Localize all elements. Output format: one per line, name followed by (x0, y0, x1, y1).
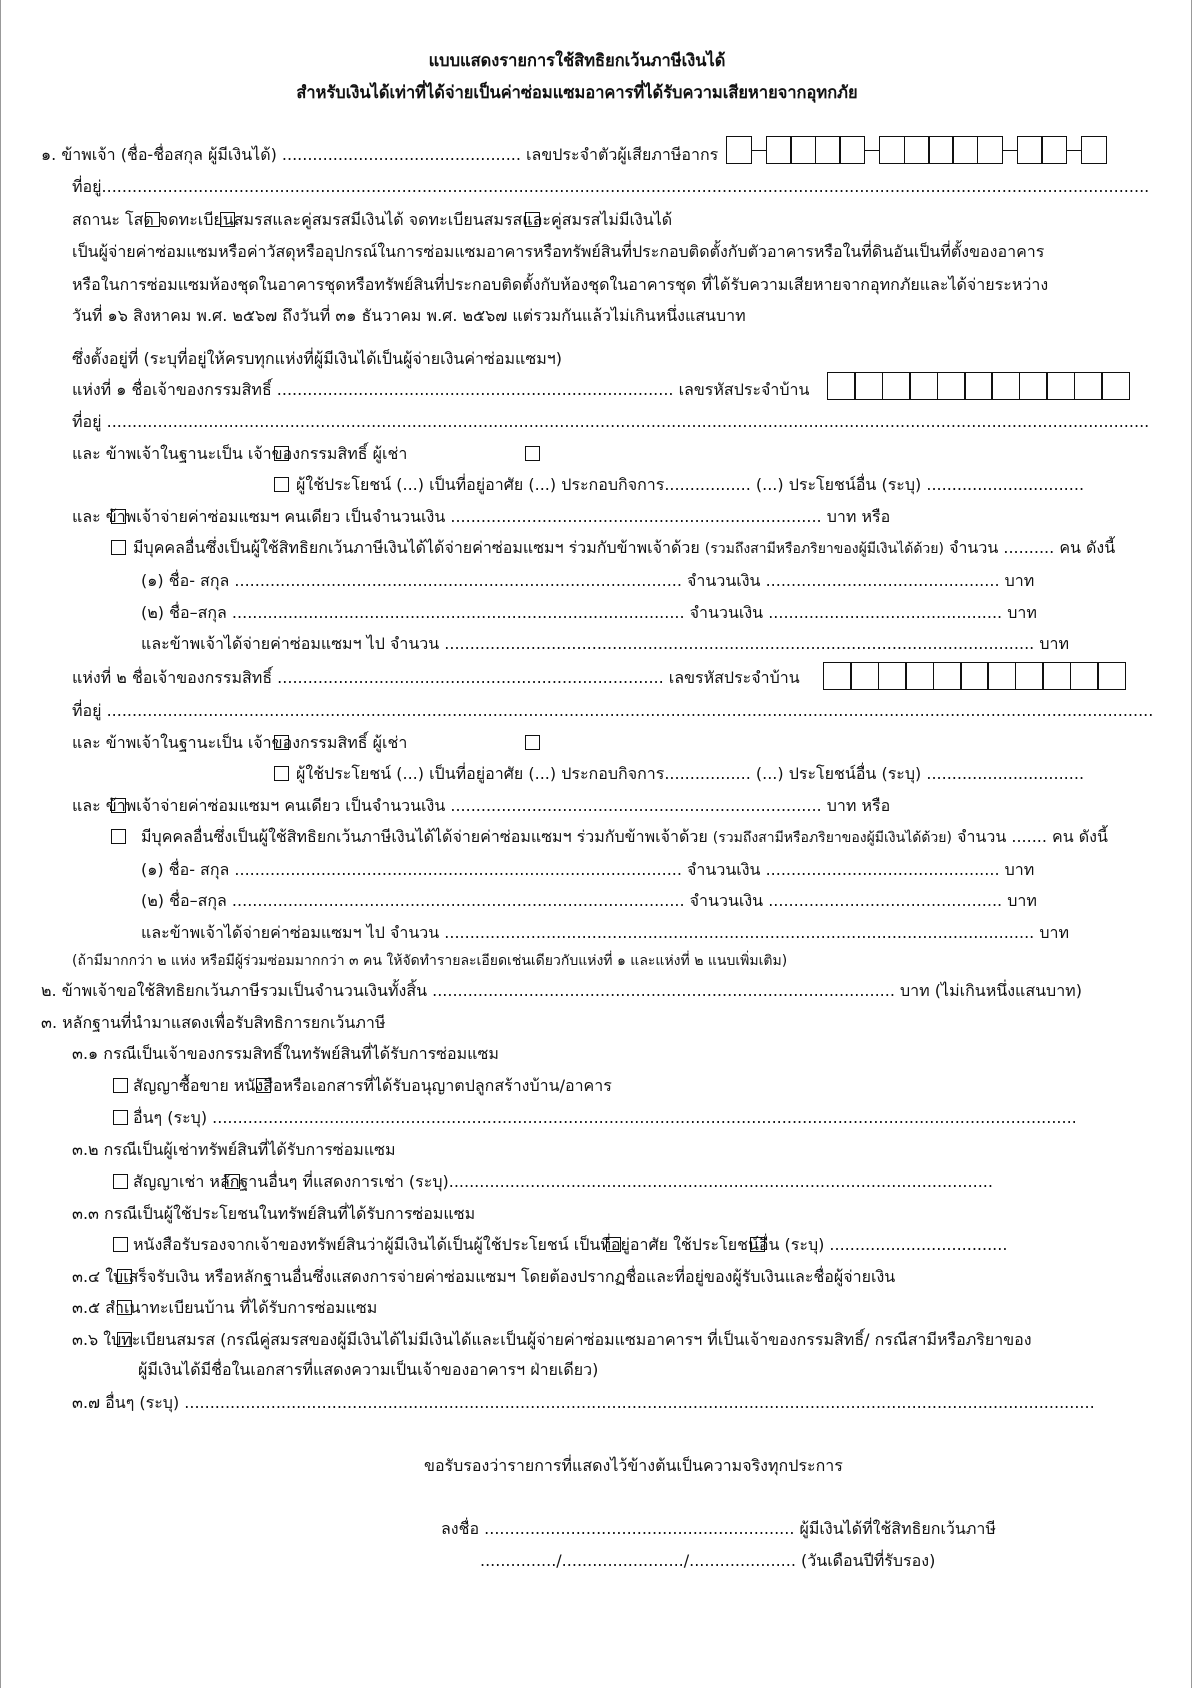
location-1-owner-checkbox[interactable] (274, 446, 289, 461)
location-1-house-id-boxes[interactable] (827, 372, 1130, 400)
tax-id-boxes[interactable] (726, 136, 1107, 164)
intro-paragraph-line-3: วันที่ ๑๖ สิงหาคม พ.ศ. ๒๕๖๗ ถึงวันที่ ๓๑ ธันวาคม พ.ศ. ๒๕๖๗ แต่รวมกันแล้วไม่เกินหนึ่งแสนบาท (72, 306, 746, 325)
owner-certificate-checkbox[interactable] (113, 1237, 128, 1252)
location-2-joint-payment-note: (รวมถึงสามีหรือภริยาของผู้มีเงินได้ด้วย) (712, 830, 952, 846)
status-line: สถานะ โสด จดทะเบียนสมรสและคู่สมรสมีเงินได้ จดทะเบียนสมรสและคู่สมรสไม่มีเงินได้ (72, 210, 673, 229)
location-2-tenant-checkbox[interactable] (525, 735, 540, 750)
extra-locations-note: (ถ้ามีมากกว่า ๒ แห่ง หรือมีผู้ร่วมซ่อมมากกว่า ๓ คน ให้จัดทำรายละเอียดเช่นเดียวกับแห่งที่ ๑ และแห่งที่ ๒ แนบเพิ่มเติม) (72, 953, 788, 969)
location-2-joint-payment-count: จำนวน ....... คน ดังนี้ (957, 827, 1108, 846)
location-1-tenant-checkbox[interactable] (525, 446, 540, 461)
evidence-3-1-heading: ๓.๑ กรณีเป็นเจ้าของกรรมสิทธิ์ในทรัพย์สินที่ได้รับการซ่อมแซม (72, 1044, 499, 1063)
evidence-3-5-line: ๓.๕ สำเนาทะเบียนบ้าน ที่ได้รับการซ่อมแซม (72, 1298, 378, 1317)
certification-statement: ขอรับรองว่ารายการที่แสดงไว้ข้างต้นเป็นความจริงทุกประการ (424, 1456, 843, 1475)
certification-date-line: .............../......................../..................... (วันเดือนปีที่รับรอง) (480, 1551, 936, 1570)
taxpayer-address-line: ที่อยู่.............................................................................................................................................................................................................. (72, 177, 1150, 196)
building-permit-checkbox[interactable] (256, 1078, 271, 1093)
status-married-spouse-income-checkbox[interactable] (220, 212, 235, 227)
intro-paragraph-line-2: หรือในการซ่อมแซมห้องชุดในอาคารชุดหรือทรัพย์สินที่ประกอบติดตั้งกับห้องชุดในอาคารชุด ที่ได้รับความเสียหายจากอุทกภัยและได้จ่ายระหว่าง (72, 275, 1049, 294)
sales-contract-checkbox[interactable] (113, 1078, 128, 1093)
location-1-person-1-line: (๑) ชื่อ- สกุล ........................................................................................ จำนวนเงิน .............................................. บาท (141, 571, 1035, 590)
status-married-spouse-no-income-checkbox[interactable] (525, 212, 540, 227)
location-1-owner-line: แห่งที่ ๑ ชื่อเจ้าของกรรมสิทธิ์ .............................................................................. เลขรหัสประจำบ้าน (72, 380, 810, 399)
evidence-3-2-options: สัญญาเช่า หลักฐานอื่นๆ ที่แสดงการเช่า (ระบุ)........................................................................................................... (133, 1172, 993, 1191)
location-1-self-amount-line: และข้าพเจ้าได้จ่ายค่าซ่อมแซมฯ ไป จำนวน .................................................................................................................... บาท (141, 634, 1070, 653)
location-2-person-1-line: (๑) ชื่อ- สกุล ........................................................................................ จำนวนเงิน .............................................. บาท (141, 860, 1035, 879)
location-2-role-line: และ ข้าพเจ้าในฐานะเป็น เจ้าของกรรมสิทธิ์ ผู้เช่า (72, 733, 408, 752)
location-1-user-checkbox[interactable] (274, 477, 289, 492)
evidence-heading: ๓. หลักฐานที่นำมาแสดงเพื่อรับสิทธิการยกเว้นภาษี (41, 1013, 386, 1032)
residence-use-checkbox[interactable] (606, 1237, 621, 1252)
location-1-joint-payment-text: มีบุคคลอื่นซึ่งเป็นผู้ใช้สิทธิยกเว้นภาษีเงินได้ได้จ่ายค่าซ่อมแซมฯ ร่วมกับข้าพเจ้าด้วย (133, 538, 700, 557)
status-single-checkbox[interactable] (145, 212, 160, 227)
evidence-3-6-line-2: ผู้มีเงินได้มีชื่อในเอกสารที่แสดงความเป็นเจ้าของอาคารฯ ฝ่ายเดียว) (138, 1360, 599, 1379)
evidence-3-3-heading: ๓.๓ กรณีเป็นผู้ใช้ประโยชนในทรัพย์สินที่ได้รับการซ่อมแซม (72, 1204, 476, 1223)
location-2-self-amount-line: และข้าพเจ้าได้จ่ายค่าซ่อมแซมฯ ไป จำนวน .................................................................................................................... บาท (141, 923, 1070, 942)
location-2-joint-payment-checkbox[interactable] (111, 829, 126, 844)
location-1-joint-payment-count: จำนวน .......... คน ดังนี้ (949, 538, 1116, 557)
located-at-heading: ซึ่งตั้งอยู่ที่ (ระบุที่อยู่ให้ครบทุกแห่งที่ผู้มีเงินได้เป็นผู้จ่ายเงินค่าซ่อมแซมฯ) (72, 349, 562, 368)
location-2-owner-checkbox[interactable] (274, 735, 289, 750)
evidence-3-4-line: ๓.๔ ใบเสร็จรับเงิน หรือหลักฐานอื่นซึ่งแสดงการจ่ายค่าซ่อมแซมฯ โดยต้องปรากฏชื่อและที่อยู่ของผู้รับเงินและชื่อผู้จ่ายเงิน (72, 1267, 896, 1286)
other-lease-evidence-checkbox[interactable] (225, 1174, 240, 1189)
evidence-3-1-other: อื่นๆ (ระบุ) .......................................................................................................................................................................... (133, 1108, 1077, 1127)
location-1-user-line: ผู้ใช้ประโยชน์ (...) เป็นที่อยู่อาศัย (...) ประกอบกิจการ................. (...) ประโยชน์อื่น (ระบุ) ............................... (296, 475, 1085, 494)
location-1-sole-payment-checkbox[interactable] (111, 509, 126, 524)
location-2-joint-payment-line (141, 826, 1108, 849)
lease-contract-checkbox[interactable] (113, 1174, 128, 1189)
location-1-joint-payment-note: (รวมถึงสามีหรือภริยาของผู้มีเงินได้ด้วย) (704, 541, 944, 557)
evidence-3-3-options: หนังสือรับรองจากเจ้าของทรัพย์สินว่าผู้มีเงินได้เป็นผู้ใช้ประโยชน์ เป็นที่อยู่อาศัย ใช้ประโยชน์อื่น (ระบุ) ................................... (133, 1235, 1008, 1254)
location-1-person-2-line: (๒) ชื่อ–สกุล ......................................................................................... จำนวนเงิน .............................................. บาท (141, 603, 1037, 622)
location-1-sole-payment-line: และ ข้าพเจ้าจ่ายค่าซ่อมแซมฯ คนเดียว เป็นจำนวนเงิน ......................................................................... บาท หรือ (72, 507, 891, 526)
location-2-address-line: ที่อยู่ .............................................................................................................................................................................................................. (72, 701, 1154, 720)
location-2-owner-line: แห่งที่ ๒ ชื่อเจ้าของกรรมสิทธิ์ ............................................................................ เลขรหัสประจำบ้าน (72, 668, 800, 687)
location-1-joint-payment-line (133, 537, 1115, 560)
form-title-line-1: แบบแสดงรายการใช้สิทธิยกเว้นภาษีเงินได้ (428, 51, 726, 71)
location-2-sole-payment-line: และ ข้าพเจ้าจ่ายค่าซ่อมแซมฯ คนเดียว เป็นจำนวนเงิน ......................................................................... บาท หรือ (72, 796, 891, 815)
evidence-3-2-heading: ๓.๒ กรณีเป็นผู้เช่าทรัพย์สินที่ได้รับการซ่อมแซม (72, 1140, 396, 1159)
evidence-3-6-line-1: ๓.๖ ใบทะเบียนสมรส (กรณีคู่สมรสของผู้มีเงินได้ไม่มีเงินได้และเป็นผู้จ่ายค่าซ่อมแซมอาคารฯ ที่เป็นเจ้าของกรรมสิทธิ์/ กรณีสามีหรือภริยาของ (72, 1330, 1032, 1349)
location-2-person-2-line: (๒) ชื่อ–สกุล ......................................................................................... จำนวนเงิน .............................................. บาท (141, 891, 1037, 910)
evidence-3-1-options: สัญญาซื้อขาย หนังสือหรือเอกสารที่ได้รับอนุญาตปลูกสร้างบ้าน/อาคาร (133, 1076, 612, 1095)
location-1-address-line: ที่อยู่ ............................................................................................................................................................................................................. (72, 412, 1150, 431)
taxpayer-name-line: ๑. ข้าพเจ้า (ชื่อ-ชื่อสกุล ผู้มีเงินได้) ............................................... เลขประจำตัวผู้เสียภาษีอากร (41, 145, 719, 164)
marriage-certificate-checkbox[interactable] (117, 1332, 132, 1347)
evidence-3-1-other-checkbox[interactable] (113, 1110, 128, 1125)
location-2-user-line: ผู้ใช้ประโยชน์ (...) เป็นที่อยู่อาศัย (...) ประกอบกิจการ................. (...) ประโยชน์อื่น (ระบุ) ............................... (296, 764, 1085, 783)
total-exemption-line: ๒. ข้าพเจ้าขอใช้สิทธิยกเว้นภาษีรวมเป็นจำนวนเงินทั้งสิ้น ........................................................................................... บาท (ไม่เกินหนึ่งแสนบาท) (41, 981, 1082, 1000)
form-title-line-2: สำหรับเงินได้เท่าที่ได้จ่ายเป็นค่าซ่อมแซมอาคารที่ได้รับความเสียหายจากอุทกภัย (296, 83, 858, 103)
evidence-3-7-line: ๓.๗ อื่นๆ (ระบุ) ................................................................................................................................................................................... (72, 1393, 1095, 1412)
intro-paragraph-line-1: เป็นผู้จ่ายค่าซ่อมแซมหรือค่าวัสดุหรืออุปกรณ์ในการซ่อมแซมอาคารหรือทรัพย์สินที่ประกอบติดตั้งกับตัวอาคารหรือในที่ดินอันเป็นที่ตั้งของอาคาร (72, 242, 1045, 261)
location-2-user-checkbox[interactable] (274, 766, 289, 781)
receipt-checkbox[interactable] (117, 1269, 132, 1284)
location-2-house-id-boxes[interactable] (823, 662, 1126, 690)
location-1-joint-payment-checkbox[interactable] (111, 540, 126, 555)
other-use-checkbox[interactable] (750, 1237, 765, 1252)
location-1-role-line: และ ข้าพเจ้าในฐานะเป็น เจ้าของกรรมสิทธิ์ ผู้เช่า (72, 444, 408, 463)
signature-line: ลงชื่อ ............................................................. ผู้มีเงินได้ที่ใช้สิทธิยกเว้นภาษี (441, 1519, 996, 1538)
location-2-sole-payment-checkbox[interactable] (111, 798, 126, 813)
location-2-joint-payment-text: มีบุคคลอื่นซึ่งเป็นผู้ใช้สิทธิยกเว้นภาษีเงินได้ได้จ่ายค่าซ่อมแซมฯ ร่วมกับข้าพเจ้าด้วย (141, 827, 708, 846)
house-registration-checkbox[interactable] (117, 1300, 132, 1315)
